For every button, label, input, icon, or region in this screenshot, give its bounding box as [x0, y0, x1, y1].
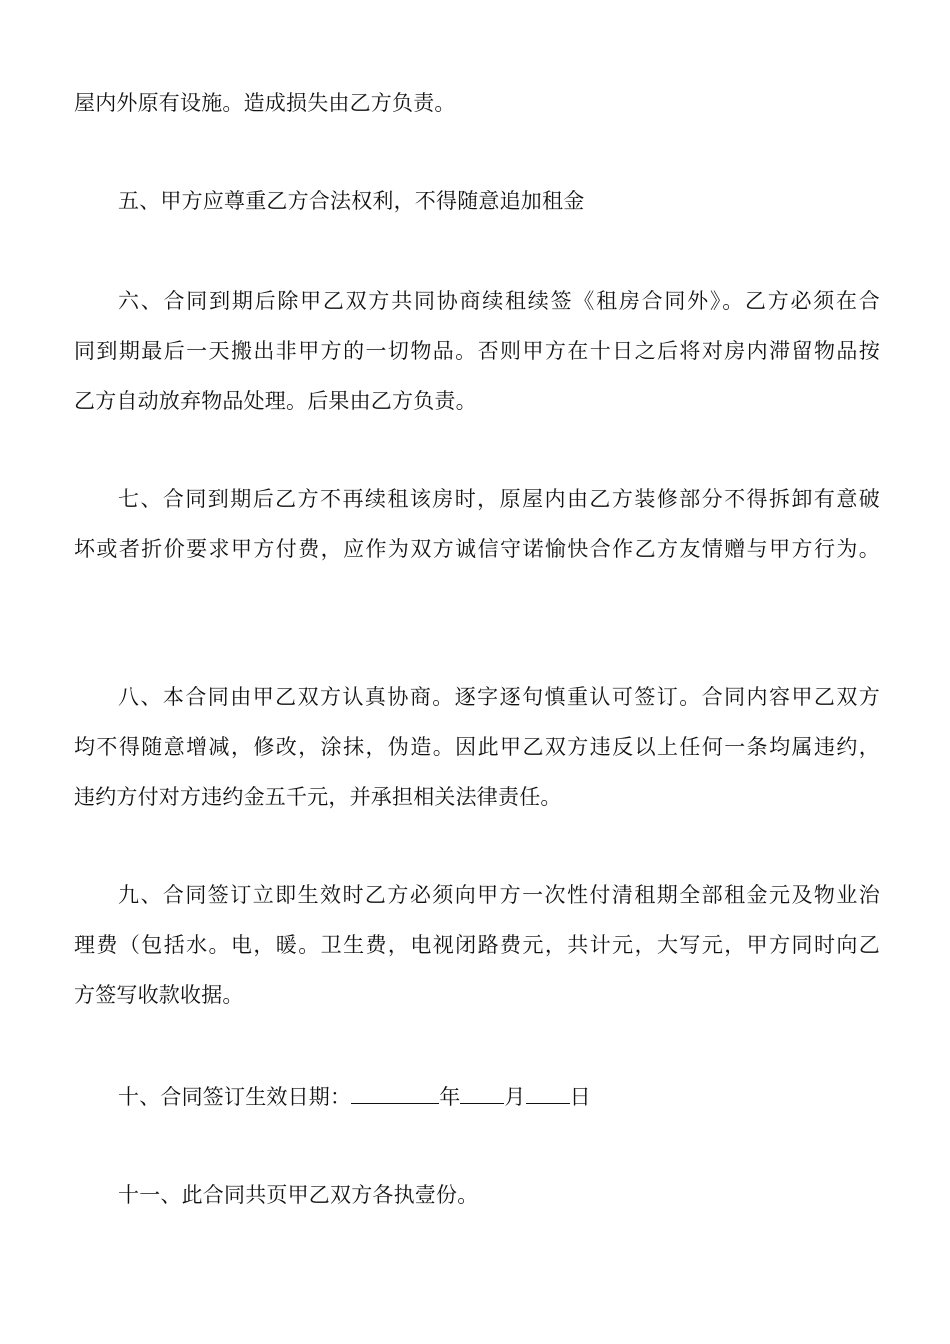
clause-10-effective-date — [118, 1081, 880, 1111]
clause-8-line-2: 均不得随意增减，修改，涂抹，伪造。因此甲乙双方违反以上任何一条均属违约， — [74, 735, 880, 759]
year-label: 年 — [439, 1085, 461, 1109]
clause-6-line-1: 六、合同到期后除甲乙双方共同协商续租续签《租房合同外》。乙方必须在合 — [118, 289, 880, 313]
clause-11: 十一、此合同共页甲乙双方各执壹份。 — [118, 1183, 479, 1207]
day-label: 日 — [569, 1085, 591, 1109]
clause-8-line-1: 八、本合同由甲乙双方认真协商。逐字逐句慎重认可签订。合同内容甲乙双方 — [118, 685, 880, 709]
day-blank[interactable] — [526, 1081, 570, 1104]
month-label: 月 — [504, 1085, 526, 1109]
clause-9-line-2: 理费（包括水。电，暖。卫生费，电视闭路费元，共计元，大写元，甲方同时向乙 — [74, 933, 880, 957]
clause-7-line-1: 七、合同到期后乙方不再续租该房时，原屋内由乙方装修部分不得拆卸有意破 — [118, 487, 880, 511]
clause-9-line-3: 方签写收款收据。 — [74, 983, 244, 1007]
clause-7-line-2: 坏或者折价要求甲方付费，应作为双方诚信守诺愉快合作乙方友情赠与甲方行为。 — [74, 537, 880, 561]
month-blank[interactable] — [460, 1081, 504, 1104]
clause-9-line-1: 九、合同签订立即生效时乙方必须向甲方一次性付清租期全部租金元及物业治 — [118, 883, 880, 907]
clause-4-continuation: 屋内外原有设施。造成损失由乙方负责。 — [74, 91, 456, 115]
year-blank[interactable] — [351, 1081, 439, 1104]
clause-8-line-3: 违约方付对方违约金五千元，并承担相关法律责任。 — [74, 785, 562, 809]
clause-5: 五、甲方应尊重乙方合法权利，不得随意追加租金 — [118, 189, 585, 213]
clause-6-line-2: 同到期最后一天搬出非甲方的一切物品。否则甲方在十日之后将对房内滞留物品按 — [74, 339, 880, 363]
clause-6-line-3: 乙方自动放弃物品处理。后果由乙方负责。 — [74, 389, 477, 413]
effective-date-label: 十、合同签订生效日期： — [118, 1085, 352, 1109]
